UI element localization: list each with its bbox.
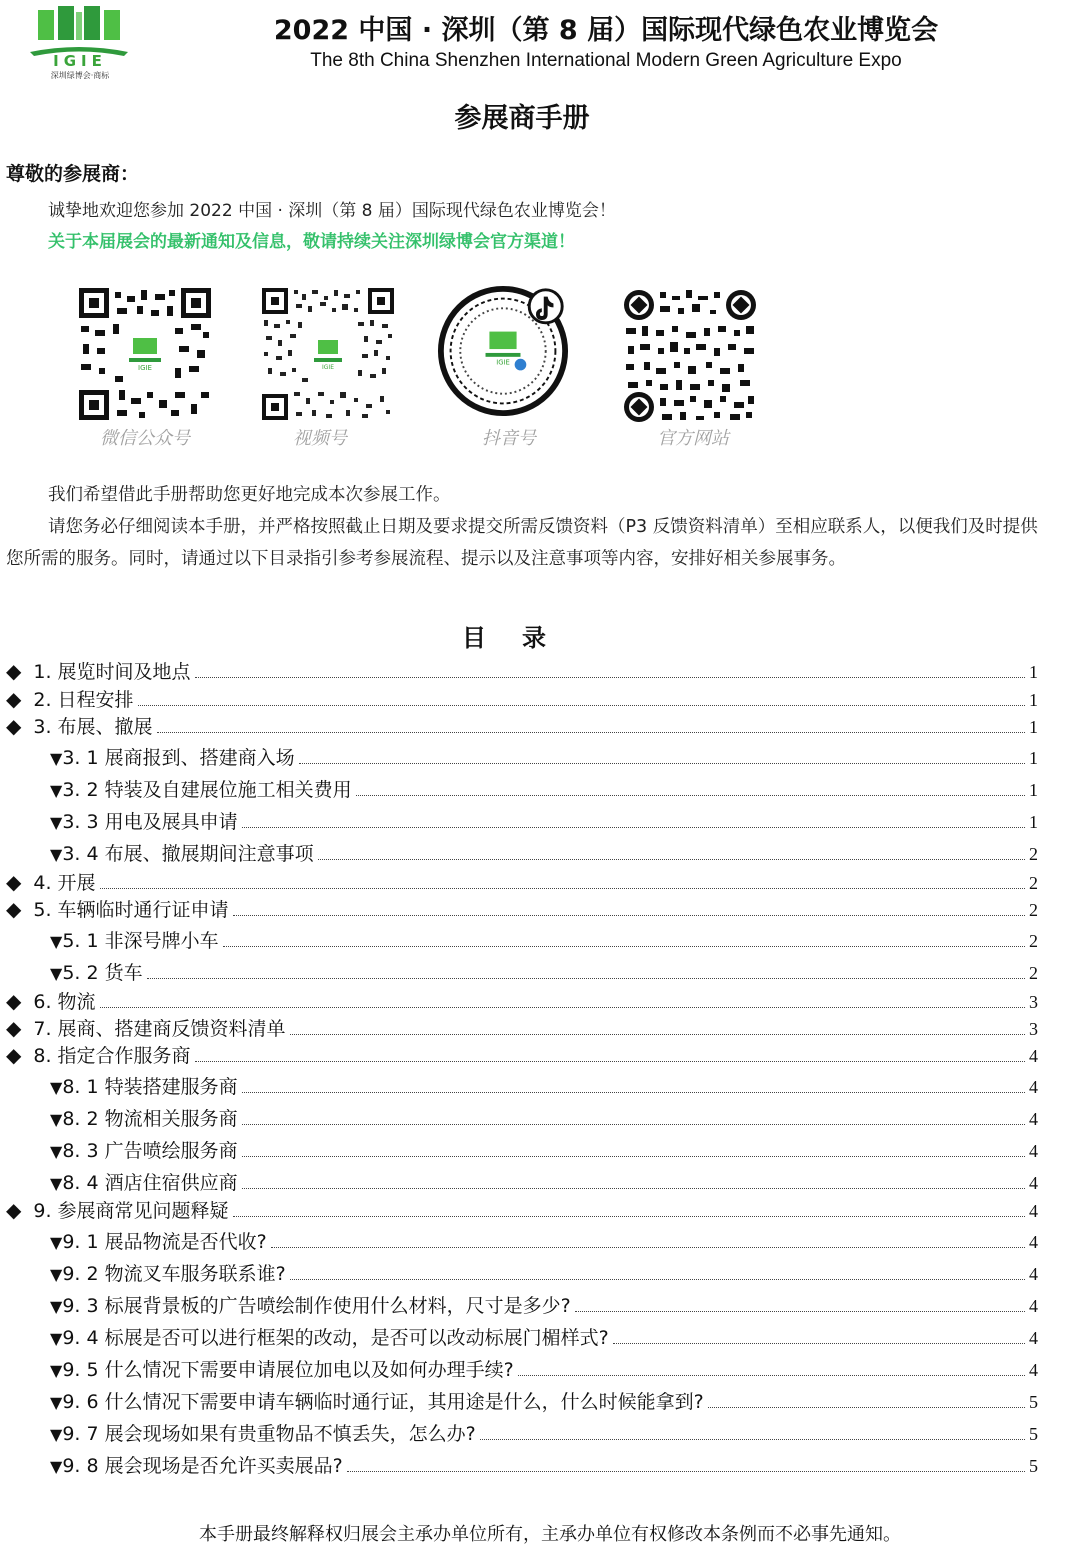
toc-entry-number: 9. 8 xyxy=(62,1455,99,1477)
toc-page-number: 1 xyxy=(1029,717,1038,737)
svg-text:IGIE: IGIE xyxy=(138,364,152,372)
triangle-bullet-icon: ▼ xyxy=(50,781,63,800)
toc-entry-title: 展会现场是否允许买卖展品? xyxy=(104,1455,343,1477)
toc-page-number: 4 xyxy=(1029,1360,1038,1380)
toc-page-number: 1 xyxy=(1029,690,1038,710)
toc-entry[interactable] xyxy=(50,1259,1038,1286)
svg-text:IGIE: IGIE xyxy=(496,358,510,367)
toc-page-number: 4 xyxy=(1029,1046,1038,1066)
toc-entry-number: 9. 3 xyxy=(62,1295,99,1317)
toc-entry-title: 用电及展具申请 xyxy=(104,811,238,833)
toc-dot-leader xyxy=(242,1156,1025,1157)
toc-entry-number: 9. 2 xyxy=(62,1263,99,1285)
toc-entry[interactable] xyxy=(6,657,1038,684)
toc-entry[interactable] xyxy=(50,1355,1038,1382)
toc-entry-number: 3. 2 xyxy=(62,779,99,801)
expo-title-chinese: 2022 中国 · 深圳（第 8 届）国际现代绿色农业博览会 xyxy=(273,15,939,46)
toc-page-number: 5 xyxy=(1029,1456,1038,1476)
toc-entry-title: 标展是否可以进行框架的改动，是否可以改动标展门楣样式? xyxy=(104,1327,609,1349)
toc-entry-number: 1. xyxy=(33,661,52,683)
triangle-bullet-icon: ▼ xyxy=(50,749,63,768)
toc-page-number: 3 xyxy=(1029,992,1038,1012)
toc-page-number: 2 xyxy=(1029,900,1038,920)
toc-dot-leader xyxy=(242,1092,1025,1093)
toc-entry-title: 指定合作服务商 xyxy=(57,1045,191,1067)
toc-page-number: 5 xyxy=(1029,1424,1038,1444)
toc-entry[interactable] xyxy=(50,775,1038,802)
triangle-bullet-icon: ▼ xyxy=(50,1393,63,1412)
triangle-bullet-icon: ▼ xyxy=(50,1297,63,1316)
toc-entry-number: 8. 4 xyxy=(62,1172,99,1194)
toc-page-number: 1 xyxy=(1029,748,1038,768)
toc-dot-leader xyxy=(318,859,1025,860)
toc-entry[interactable] xyxy=(50,1168,1038,1195)
triangle-bullet-icon: ▼ xyxy=(50,1174,63,1193)
toc-entry-title: 展商、搭建商反馈资料清单 xyxy=(57,1018,286,1040)
toc-dot-leader xyxy=(290,1279,1025,1280)
toc-entry-title: 日程安排 xyxy=(57,689,134,711)
toc-entry-title: 参展商常见问题释疑 xyxy=(57,1200,229,1222)
qr-label-douyin: 抖音号 xyxy=(482,428,536,449)
toc-dot-leader xyxy=(195,1061,1025,1062)
toc-dot-leader xyxy=(100,1007,1025,1008)
toc-dot-leader xyxy=(480,1439,1025,1440)
toc-entry-number: 3. 3 xyxy=(62,811,99,833)
toc-page-number: 4 xyxy=(1029,1264,1038,1284)
toc-entry-title: 货车 xyxy=(104,962,143,984)
douyin-qr-icon[interactable] xyxy=(437,285,569,417)
toc-entry[interactable] xyxy=(50,1136,1038,1163)
intro-paragraph-2: 请您务必仔细阅读本手册，并严格按照截止日期及要求提交所需反馈资料（P3 反馈资料清单）至相应联系人，以便我们及时提供您所需的服务。同时，请通过以下目录指引参考参展流程、提示以及注意事项等内容，安排好相关参展事务。 xyxy=(6,517,1038,569)
toc-entry[interactable] xyxy=(50,1387,1038,1414)
toc-entry[interactable] xyxy=(6,712,1038,739)
toc-page-number: 3 xyxy=(1029,1019,1038,1039)
toc-entry[interactable] xyxy=(50,1227,1038,1254)
toc-entry[interactable] xyxy=(50,743,1038,770)
toc-page-number: 4 xyxy=(1029,1328,1038,1348)
triangle-bullet-icon: ▼ xyxy=(50,932,63,951)
toc-entry-title: 物流叉车服务联系谁? xyxy=(104,1263,286,1285)
triangle-bullet-icon: ▼ xyxy=(50,1329,63,1348)
diamond-bullet-icon: ◆ xyxy=(6,1016,22,1040)
toc-entry[interactable] xyxy=(50,958,1038,985)
toc-entry[interactable] xyxy=(6,987,1038,1014)
toc-dot-leader xyxy=(138,705,1025,706)
toc-dot-leader xyxy=(708,1407,1025,1408)
logo-text: IGIE xyxy=(53,52,107,70)
diamond-bullet-icon: ◆ xyxy=(6,659,22,683)
toc-entry-title: 车辆临时通行证申请 xyxy=(57,899,229,921)
footer-disclaimer: 本手册最终解释权归展会主承办单位所有，主承办单位有权修改本条例而不必事先通知。 xyxy=(199,1524,901,1545)
toc-entry-title: 标展背景板的广告喷绘制作使用什么材料，尺寸是多少? xyxy=(104,1295,571,1317)
triangle-bullet-icon: ▼ xyxy=(50,1425,63,1444)
diamond-bullet-icon: ◆ xyxy=(6,870,22,894)
toc-dot-leader xyxy=(233,915,1025,916)
toc-entry[interactable] xyxy=(50,1451,1038,1478)
toc-entry-title: 非深号牌小车 xyxy=(104,930,219,952)
toc-entry-number: 5. 1 xyxy=(62,930,99,952)
toc-entry-number: 5. xyxy=(33,899,52,921)
toc-dot-leader xyxy=(223,946,1025,947)
toc-entry[interactable] xyxy=(6,685,1038,712)
toc-entry-title: 展品物流是否代收? xyxy=(104,1231,267,1253)
toc-page-number: 1 xyxy=(1029,780,1038,800)
toc-entry[interactable] xyxy=(6,1014,1038,1041)
welcome-text: 诚挚地欢迎您参加 2022 中国 · 深圳（第 8 届）国际现代绿色农业博览会！ xyxy=(48,201,616,221)
toc-dot-leader xyxy=(242,827,1025,828)
diamond-bullet-icon: ◆ xyxy=(6,687,22,711)
toc-dot-leader xyxy=(299,763,1025,764)
triangle-bullet-icon: ▼ xyxy=(50,1361,63,1380)
intro-paragraph-1: 我们希望借此手册帮助您更好地完成本次参展工作。 xyxy=(48,485,451,505)
toc-entry[interactable] xyxy=(50,1323,1038,1350)
toc-dot-leader xyxy=(242,1188,1025,1189)
triangle-bullet-icon: ▼ xyxy=(50,1110,63,1129)
triangle-bullet-icon: ▼ xyxy=(50,1142,63,1161)
toc-entry[interactable] xyxy=(50,807,1038,834)
toc-dot-leader xyxy=(290,1034,1025,1035)
toc-entry-title: 特装搭建服务商 xyxy=(104,1076,238,1098)
toc-entry[interactable] xyxy=(50,839,1038,866)
toc-dot-leader xyxy=(157,732,1025,733)
toc-entry-title: 布展、撤展期间注意事项 xyxy=(104,843,314,865)
toc-entry-number: 8. xyxy=(33,1045,52,1067)
wechat-qr-icon[interactable] xyxy=(79,288,211,420)
toc-dot-leader xyxy=(271,1247,1025,1248)
toc-entry[interactable] xyxy=(50,1072,1038,1099)
channels-qr-icon[interactable] xyxy=(262,288,394,420)
toc-page-number: 4 xyxy=(1029,1077,1038,1097)
toc-entry[interactable] xyxy=(6,868,1038,895)
toc-page-number: 4 xyxy=(1029,1232,1038,1252)
toc-page-number: 4 xyxy=(1029,1296,1038,1316)
toc-page-number: 5 xyxy=(1029,1392,1038,1412)
toc-entry-title: 特装及自建展位施工相关费用 xyxy=(104,779,352,801)
triangle-bullet-icon: ▼ xyxy=(50,964,63,983)
toc-entry-number: 9. 1 xyxy=(62,1231,99,1253)
toc-page-number: 1 xyxy=(1029,812,1038,832)
toc-entry-number: 3. 1 xyxy=(62,747,99,769)
toc-dot-leader xyxy=(100,888,1025,889)
toc-dot-leader xyxy=(575,1311,1025,1312)
toc-entry-title: 什么情况下需要申请展位加电以及如何办理手续? xyxy=(104,1359,514,1381)
diamond-bullet-icon: ◆ xyxy=(6,1043,22,1067)
toc-page-number: 2 xyxy=(1029,844,1038,864)
toc-page-number: 1 xyxy=(1029,662,1038,682)
toc-entry-number: 9. 4 xyxy=(62,1327,99,1349)
toc-entry-title: 什么情况下需要申请车辆临时通行证，其用途是什么，什么时候能拿到? xyxy=(104,1391,704,1413)
toc-page-number: 4 xyxy=(1029,1201,1038,1221)
handbook-title: 参展商手册 xyxy=(454,103,590,134)
toc-dot-leader xyxy=(613,1343,1025,1344)
toc-entry[interactable] xyxy=(50,1419,1038,1446)
toc-entry[interactable] xyxy=(6,1041,1038,1068)
triangle-bullet-icon: ▼ xyxy=(50,813,63,832)
toc-title: 目录 xyxy=(462,624,582,652)
notice-text: 关于本届展会的最新通知及信息，敬请持续关注深圳绿博会官方渠道！ xyxy=(48,232,575,252)
qr-label-wechat: 微信公众号 xyxy=(100,428,190,449)
toc-entry-title: 广告喷绘服务商 xyxy=(104,1140,238,1162)
diamond-bullet-icon: ◆ xyxy=(6,989,22,1013)
toc-entry-number: 7. xyxy=(33,1018,52,1040)
toc-entry-title: 酒店住宿供应商 xyxy=(104,1172,238,1194)
triangle-bullet-icon: ▼ xyxy=(50,1265,63,1284)
diamond-bullet-icon: ◆ xyxy=(6,897,22,921)
toc-entry-number: 5. 2 xyxy=(62,962,99,984)
toc-entry-title: 展商报到、搭建商入场 xyxy=(104,747,295,769)
expo-title-english: The 8th China Shenzhen International Modern Green Agriculture Expo xyxy=(310,50,902,71)
toc-entry[interactable] xyxy=(6,1196,1038,1223)
toc-dot-leader xyxy=(242,1124,1025,1125)
toc-entry[interactable] xyxy=(50,1104,1038,1131)
triangle-bullet-icon: ▼ xyxy=(50,1233,63,1252)
toc-entry[interactable] xyxy=(50,1291,1038,1318)
logo-subtext: 深圳绿博会·商标 xyxy=(50,71,110,80)
toc-entry-title: 开展 xyxy=(57,872,96,894)
toc-entry-title: 展会现场如果有贵重物品不慎丢失，怎么办? xyxy=(104,1423,476,1445)
toc-page-number: 2 xyxy=(1029,931,1038,951)
qr-label-website: 官方网站 xyxy=(657,428,729,449)
toc-page-number: 4 xyxy=(1029,1141,1038,1161)
toc-dot-leader xyxy=(233,1216,1025,1217)
toc-entry-title: 物流相关服务商 xyxy=(104,1108,238,1130)
toc-entry-number: 3. 4 xyxy=(62,843,99,865)
toc-entry-number: 8. 3 xyxy=(62,1140,99,1162)
toc-dot-leader xyxy=(347,1471,1025,1472)
toc-entry-number: 9. 7 xyxy=(62,1423,99,1445)
toc-entry-title: 展览时间及地点 xyxy=(57,661,191,683)
triangle-bullet-icon: ▼ xyxy=(50,845,63,864)
toc-entry[interactable] xyxy=(6,895,1038,922)
toc-entry-number: 8. 1 xyxy=(62,1076,99,1098)
diamond-bullet-icon: ◆ xyxy=(6,1198,22,1222)
toc-entry-number: 3. xyxy=(33,716,52,738)
toc-entry-number: 2. xyxy=(33,689,52,711)
toc-entry-title: 布展、撤展 xyxy=(57,716,153,738)
toc-entry-number: 6. xyxy=(33,991,52,1013)
toc-dot-leader xyxy=(147,978,1025,979)
toc-entry-number: 9. xyxy=(33,1200,52,1222)
toc-dot-leader xyxy=(518,1375,1025,1376)
toc-entry-number: 9. 5 xyxy=(62,1359,99,1381)
toc-page-number: 4 xyxy=(1029,1109,1038,1129)
qr-label-channels: 视频号 xyxy=(293,428,347,449)
toc-entry-number: 9. 6 xyxy=(62,1391,99,1413)
greeting: 尊敬的参展商： xyxy=(6,163,140,185)
triangle-bullet-icon: ▼ xyxy=(50,1457,63,1476)
toc-entry[interactable] xyxy=(50,926,1038,953)
toc-entry-title: 物流 xyxy=(57,991,96,1013)
toc-entry-number: 4. xyxy=(33,872,52,894)
diamond-bullet-icon: ◆ xyxy=(6,714,22,738)
toc-dot-leader xyxy=(356,795,1025,796)
toc-dot-leader xyxy=(195,677,1025,678)
toc-entry-number: 8. 2 xyxy=(62,1108,99,1130)
toc-page-number: 2 xyxy=(1029,963,1038,983)
toc-page-number: 4 xyxy=(1029,1173,1038,1193)
website-qr-icon[interactable] xyxy=(624,290,756,422)
svg-text:IGIE: IGIE xyxy=(322,364,334,371)
triangle-bullet-icon: ▼ xyxy=(50,1078,63,1097)
toc-page-number: 2 xyxy=(1029,873,1038,893)
